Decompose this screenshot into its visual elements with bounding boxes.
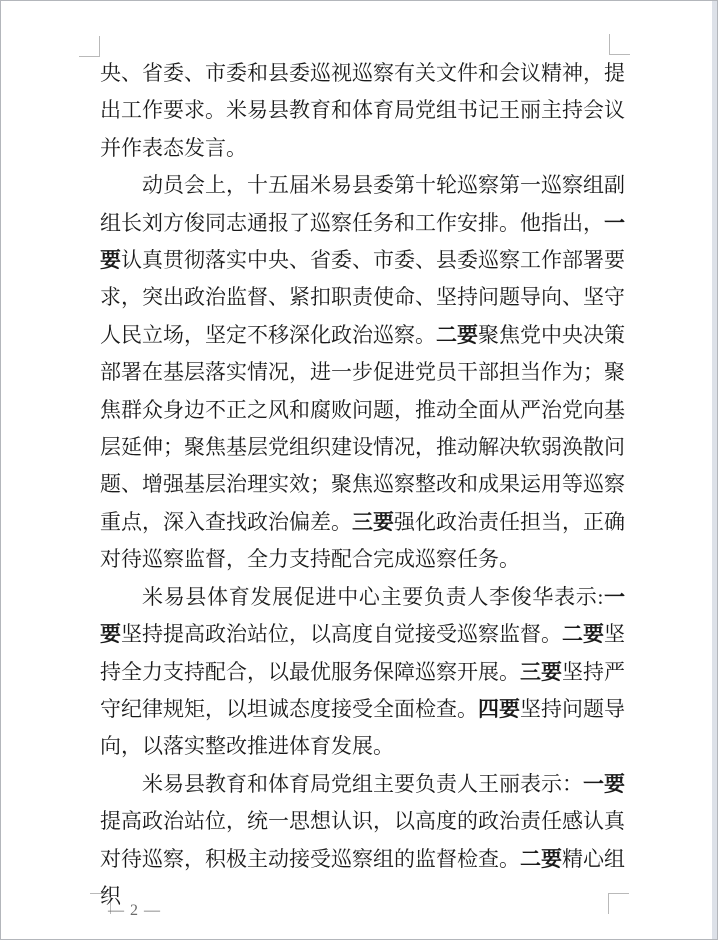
- paragraph: [100, 55, 625, 167]
- body-text: 央、省委、市委和县委巡视巡察有关文件和会议精神，提出工作要求。米易县教育和体育局党组书记王丽主持会议并作表态发言。: [100, 61, 625, 160]
- body-text: 米易县教育和体育局党组主要负责人王丽表示：: [142, 771, 583, 796]
- emphasis-text: 四要: [478, 696, 520, 721]
- body-text: 精心组织: [100, 846, 625, 908]
- paragraph: [100, 579, 625, 766]
- emphasis-text: 三要: [352, 509, 394, 534]
- body-text: 认真贯彻落实中央、省委、市委、县委巡察工作部署要求，突出政治监督、紧扣职责使命、坚持问题导向、坚守人民立场，坚定不移深化政治巡察。: [100, 248, 625, 347]
- paragraph: [100, 766, 625, 916]
- body-text: 坚持问题导向，以落实整改推进体育发展。: [100, 696, 625, 759]
- paragraph: [100, 167, 625, 578]
- body-text: 聚焦党中央决策部署在基层落实情况，进一步促进党员干部担当作为；聚焦群众身边不正之风和腐败问题，推动全面从严治党向基层延伸；聚焦基层党组织建设情况，推动解决软弱涣散问题、增强基层治理实效；聚焦巡察整改和成果运用等巡察重点，深入查找政治偏差。: [100, 322, 625, 534]
- emphasis-text: 二要: [520, 846, 562, 871]
- emphasis-text: 一要: [100, 584, 626, 647]
- emphasis-text: 二要: [436, 322, 478, 347]
- body-text: 动员会上，十五届米易县委第十轮巡察第一巡察组副组长刘方俊同志通报了巡察任务和工作安排。他指出，: [100, 173, 625, 235]
- page-number: — 2 —: [108, 902, 161, 919]
- body-text: 提高政治站位，统一思想认识，以高度的政治责任感认真对待巡察，积极主动接受巡察组的监督检查。: [100, 809, 625, 871]
- crop-mark-top-left-icon: [79, 36, 100, 57]
- emphasis-text: 一要: [100, 210, 625, 273]
- window-right-edge: [712, 1, 717, 939]
- crop-mark-top-right-icon: [609, 34, 630, 55]
- body-text: 坚持提高政治站位，以高度自觉接受巡察监督。: [121, 622, 562, 647]
- body-text: 坚持全力支持配合，以最优服务保障巡察开展。: [100, 622, 625, 684]
- body-text: 坚持严守纪律规矩，以坦诚态度接受全面检查。: [100, 659, 625, 721]
- body-text: 米易县体育发展促进中心主要负责人李俊华表示:: [142, 584, 604, 609]
- emphasis-text: 一要: [583, 771, 625, 796]
- emphasis-text: 三要: [520, 659, 562, 684]
- emphasis-text: 二要: [562, 622, 604, 647]
- body-text: 强化政治责任担当，正确对待巡察监督，全力支持配合完成巡察任务。: [100, 509, 625, 572]
- document-text: [100, 55, 625, 915]
